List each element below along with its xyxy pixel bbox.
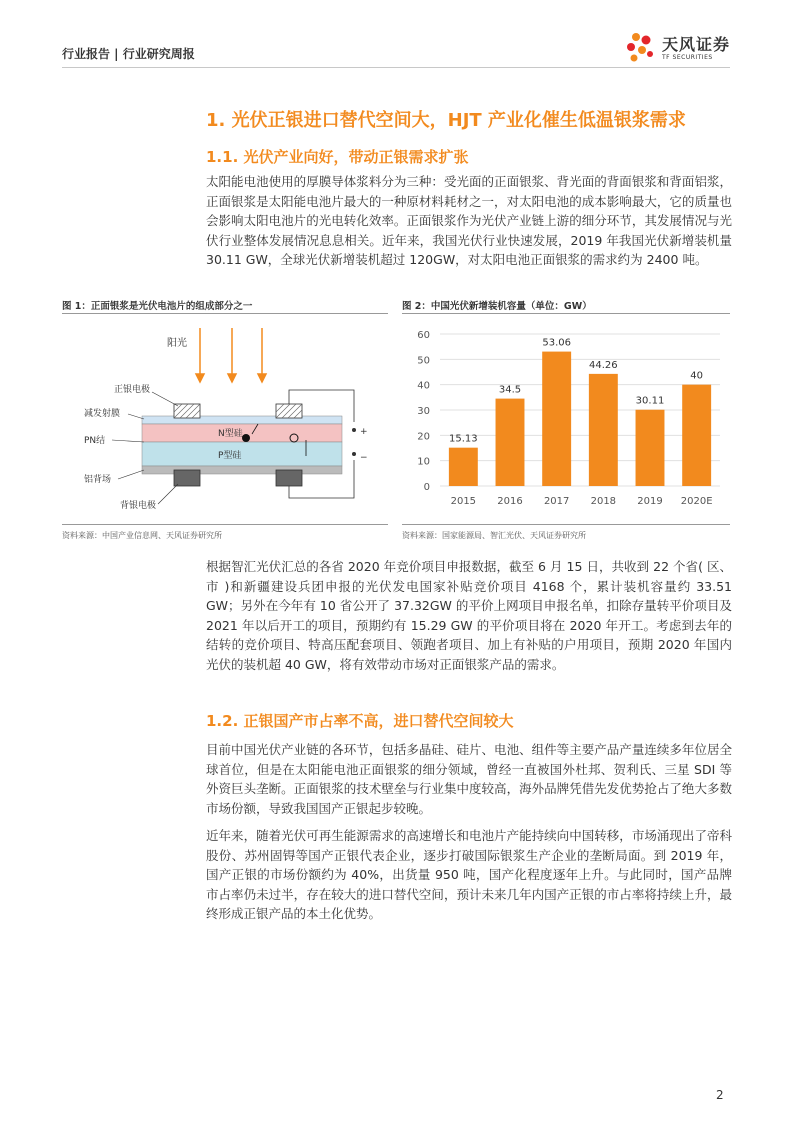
solar-cell-diagram <box>62 318 388 518</box>
label-p-silicon: P型硅 <box>218 451 242 461</box>
anti-reflection-layer <box>142 416 342 424</box>
data-label-2019: 30.11 <box>635 395 665 407</box>
label-al-back-field: 铝背场 <box>84 475 112 485</box>
paragraph-bidding-projects: 根据智汇光伏汇总的各省 2020 年竞价项目申报数据，截至 6 月 15 日，共收到 22 个省( 区、市 )和新疆建设兵团申报的光伏发电国家补贴竞价项目 4168 个，累计装机容量约 33.51 GW；另外在今年有 10 省公开了 37.32GW 的平价上网项目申报名单，扣除存量转平价项目及 2021 年以后开工的项目，预期约有 15.29 GW 的平价项目将在 2020 年开工。考虑到去年的结转的竞价项目、特高压配套项目、领跑者项目、加上有补贴的户用项目，预期 2020 年国内光伏的装机超 40 GW，将有效带动市场对正面银浆产品的需求。 <box>206 559 732 672</box>
data-label-2020E: 40 <box>690 370 704 382</box>
label-n-silicon: N型硅 <box>218 429 243 439</box>
figure1-top-rule <box>62 313 388 314</box>
paragraph-domestic-share: 近年来，随着光伏可再生能源需求的高速增长和电池片产能持续向中国转移，市场涌现出了帝科股份、苏州固锝等国产正银代表企业，逐步打破国际银浆生产企业的垄断局面。到 2019 年，国产正银的市场份额约为 40%，出货量 950 吨，国产化程度逐年上升。与此同时，国产品牌市占率仍未过半，存在较大的进口替代空间，预计未来几年内国产正银的市占率将持续上升，最终形成正银产品的本土化优势。 <box>206 828 732 921</box>
figure1-source: 资料来源：中国产业信息网、天风证券研究所 <box>62 531 222 540</box>
y-tick-label-40: 40 <box>417 380 430 392</box>
label-anti-reflection: 减发射膜 <box>84 409 121 419</box>
brand-logo <box>622 28 742 68</box>
brand-subtitle: TF SECURITIES <box>662 54 713 61</box>
x-tick-label-2015: 2015 <box>450 496 477 507</box>
x-tick-label-2020E: 2020E <box>680 496 713 507</box>
subsection-title-1: 1.1. 光伏产业向好，带动正银需求扩张 <box>206 148 469 166</box>
brand-name: 天风证券 <box>662 35 731 54</box>
capacity-bar-chart <box>402 318 730 518</box>
y-tick-label-50: 50 <box>417 355 430 367</box>
back-electrode-left <box>174 470 200 486</box>
figure2-top-rule <box>402 313 730 314</box>
paragraph-intro: 太阳能电池使用的厚膜导体浆料分为三种：受光面的正面银浆、背光面的背面银浆和背面铝浆，正面银浆是太阳能电池片最大的一种原材料耗材之一，对太阳电池的成本影响最大，它的质量也会影响太阳电池片的光电转化效率。正面银浆作为光伏产业链上游的细分环节，其发展情况与光伏行业整体发展情况息息相关。近年来，我国光伏行业快速发展，2019 年我国光伏新增装机量 30.11 GW，全球光伏新增装机超过 120GW，对太阳电池正面银浆的需求约为 2400 吨。 <box>206 174 732 267</box>
y-tick-label-30: 30 <box>417 406 430 417</box>
bar-2019 <box>636 410 665 486</box>
figure2-bottom-rule <box>402 524 730 525</box>
data-label-2015: 15.13 <box>449 433 478 445</box>
subsection-title-2: 1.2. 正银国产市占率不高，进口替代空间较大 <box>206 712 514 730</box>
data-label-2017: 53.06 <box>542 337 571 349</box>
x-tick-label-2019: 2019 <box>637 496 663 507</box>
electron-dot <box>242 434 250 442</box>
y-tick-label-20: 20 <box>417 431 430 443</box>
p-silicon-layer <box>142 442 342 466</box>
label-pn-junction: PN结 <box>84 436 106 446</box>
figure1-title: 图 1：正面银浆是光伏电池片的组成部分之一 <box>62 301 253 312</box>
y-tick-label-60: 60 <box>417 330 430 341</box>
figure1-bottom-rule <box>62 524 388 525</box>
label-front-electrode: 正银电极 <box>114 385 151 395</box>
x-tick-label-2018: 2018 <box>590 496 617 507</box>
bar-2017 <box>542 352 571 486</box>
data-label-2016: 34.5 <box>498 384 522 396</box>
page-number: 2 <box>716 1088 724 1102</box>
paragraph-industry-chain: 目前中国光伏产业链的各环节，包括多晶硅、硅片、电池、组件等主要产品产量连续多年位居全球首位，但是在太阳能电池正面银浆的细分领域，曾经一直被国外杜邦、贺利氏、三星 SDI 等外资巨头垄断。正面银浆的技术壁垒与行业集中度较高，海外品牌凭借先发优势抢占了绝大多数市场份额，导致我国国产正银起步较晚。 <box>206 742 732 816</box>
data-label-2018: 44.26 <box>589 359 618 371</box>
logo-flower-icon <box>622 28 662 68</box>
back-electrode-right <box>276 470 302 486</box>
bar-2018 <box>589 374 618 486</box>
bar-2016 <box>496 399 525 486</box>
y-tick-label-10: 10 <box>417 456 430 468</box>
report-category: 行业报告 | 行业研究周报 <box>62 47 195 61</box>
label-back-electrode: 背银电极 <box>120 501 157 511</box>
x-tick-label-2017: 2017 <box>543 496 570 507</box>
label-minus: − <box>360 453 368 463</box>
figure2-source: 资料来源：国家能源局、智汇光伏、天风证券研究所 <box>402 531 586 540</box>
label-sunlight: 阳光 <box>167 338 187 349</box>
aluminum-back-layer <box>142 466 342 474</box>
bar-2015 <box>449 448 478 486</box>
figure2-title: 图 2：中国光伏新增装机容量（单位：GW） <box>402 301 592 312</box>
bar-2020E <box>682 385 711 486</box>
section-title: 1. 光伏正银进口替代空间大，HJT 产业化催生低温银浆需求 <box>206 110 686 131</box>
y-tick-label-0: 0 <box>423 482 430 493</box>
label-plus: + <box>360 427 368 437</box>
x-tick-label-2016: 2016 <box>497 496 523 507</box>
